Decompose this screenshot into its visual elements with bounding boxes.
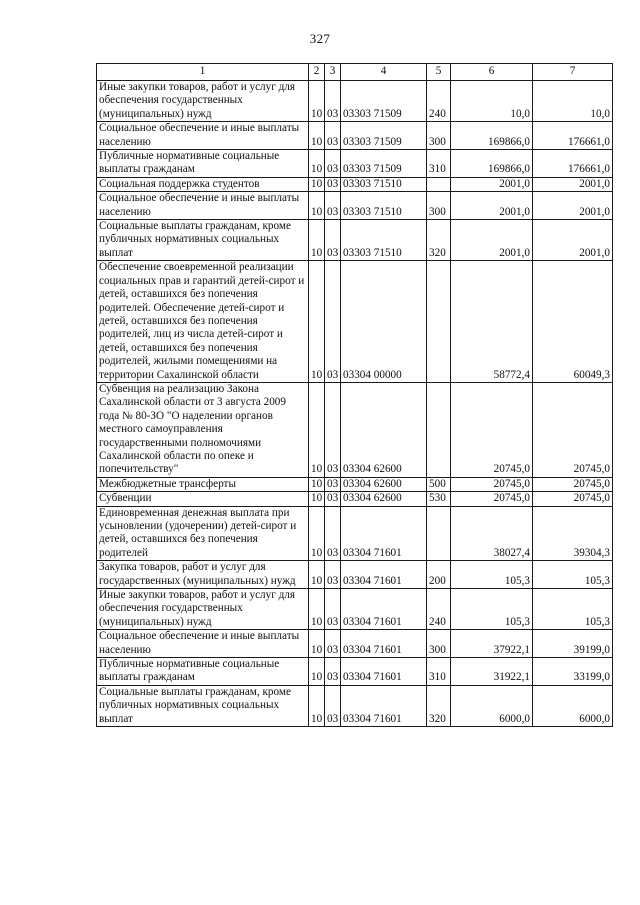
row-amount-year-1: 2001,0 <box>451 220 533 261</box>
row-subsection: 03 <box>325 630 341 658</box>
table-row <box>97 177 613 191</box>
table-row <box>97 477 613 491</box>
row-subsection: 03 <box>325 122 341 150</box>
table-row <box>97 630 613 658</box>
header-col-1: 1 <box>97 64 309 81</box>
row-amount-year-2: 60049,3 <box>533 261 613 383</box>
row-expense-type <box>427 177 451 191</box>
row-amount-year-2: 20745,0 <box>533 382 613 477</box>
row-target-code: 03304 71601 <box>341 685 427 726</box>
row-target-code: 03304 62600 <box>341 382 427 477</box>
row-subsection: 03 <box>325 589 341 630</box>
row-amount-year-1: 169866,0 <box>451 122 533 150</box>
table-row <box>97 220 613 261</box>
row-target-code: 03303 71509 <box>341 81 427 122</box>
row-section: 10 <box>309 477 325 491</box>
row-section: 10 <box>309 220 325 261</box>
table-row <box>97 192 613 220</box>
row-expense-type: 300 <box>427 192 451 220</box>
row-amount-year-1: 38027,4 <box>451 506 533 561</box>
row-name: Обеспечение своевременной реализации социальных прав и гарантий детей-сирот и детей, оставшихся без попечения родителей. Обеспечение детей-сирот и детей, оставшихся без попечения родителей, лиц из числа детей-сирот и детей, оставшихся без попечения родителей, жилыми помещениями на территории Сахалинской области <box>97 261 309 383</box>
row-amount-year-2: 105,3 <box>533 589 613 630</box>
row-target-code: 03304 71601 <box>341 658 427 686</box>
row-expense-type: 240 <box>427 81 451 122</box>
row-target-code: 03303 71510 <box>341 220 427 261</box>
table-row <box>97 150 613 178</box>
row-name: Социальное обеспечение и иные выплаты населению <box>97 192 309 220</box>
row-amount-year-1: 105,3 <box>451 561 533 589</box>
row-name: Межбюджетные трансферты <box>97 477 309 491</box>
row-section: 10 <box>309 506 325 561</box>
header-col-4: 4 <box>341 64 427 81</box>
row-name: Субвенции <box>97 492 309 506</box>
row-section: 10 <box>309 122 325 150</box>
row-expense-type: 320 <box>427 220 451 261</box>
header-col-7: 7 <box>533 64 613 81</box>
row-expense-type <box>427 382 451 477</box>
row-section: 10 <box>309 561 325 589</box>
row-expense-type: 300 <box>427 122 451 150</box>
row-name: Социальное обеспечение и иные выплаты населению <box>97 630 309 658</box>
row-amount-year-2: 39304,3 <box>533 506 613 561</box>
row-expense-type: 240 <box>427 589 451 630</box>
header-col-5: 5 <box>427 64 451 81</box>
row-expense-type: 530 <box>427 492 451 506</box>
table-row <box>97 261 613 383</box>
row-section: 10 <box>309 658 325 686</box>
row-amount-year-1: 2001,0 <box>451 177 533 191</box>
header-row <box>97 64 613 81</box>
row-amount-year-2: 10,0 <box>533 81 613 122</box>
row-amount-year-1: 10,0 <box>451 81 533 122</box>
row-section: 10 <box>309 589 325 630</box>
row-amount-year-2: 2001,0 <box>533 192 613 220</box>
row-name: Публичные нормативные социальные выплаты гражданам <box>97 658 309 686</box>
row-target-code: 03304 00000 <box>341 261 427 383</box>
row-amount-year-1: 20745,0 <box>451 477 533 491</box>
row-name: Субвенция на реализацию Закона Сахалинской области от 3 августа 2009 года № 80-ЗО "О наделении органов местного самоуправления государственными полномочиями Сахалинской области по опеке и попечительству" <box>97 382 309 477</box>
table-row <box>97 685 613 726</box>
row-target-code: 03303 71509 <box>341 150 427 178</box>
row-amount-year-1: 37922,1 <box>451 630 533 658</box>
row-expense-type: 500 <box>427 477 451 491</box>
row-section: 10 <box>309 81 325 122</box>
row-name: Публичные нормативные социальные выплаты гражданам <box>97 150 309 178</box>
row-amount-year-2: 2001,0 <box>533 220 613 261</box>
row-amount-year-2: 176661,0 <box>533 150 613 178</box>
row-subsection: 03 <box>325 492 341 506</box>
table-row <box>97 81 613 122</box>
budget-table <box>96 63 613 727</box>
row-amount-year-2: 20745,0 <box>533 492 613 506</box>
row-name: Социальная поддержка студентов <box>97 177 309 191</box>
row-amount-year-2: 2001,0 <box>533 177 613 191</box>
table-row <box>97 589 613 630</box>
row-name: Единовременная денежная выплата при усыновлении (удочерении) детей-сирот и детей, оставшихся без попечения родителей <box>97 506 309 561</box>
table-row <box>97 492 613 506</box>
row-subsection: 03 <box>325 81 341 122</box>
row-expense-type: 310 <box>427 658 451 686</box>
header-col-3: 3 <box>325 64 341 81</box>
row-amount-year-1: 105,3 <box>451 589 533 630</box>
row-section: 10 <box>309 492 325 506</box>
row-section: 10 <box>309 685 325 726</box>
table-row <box>97 506 613 561</box>
row-section: 10 <box>309 192 325 220</box>
row-expense-type: 310 <box>427 150 451 178</box>
row-subsection: 03 <box>325 150 341 178</box>
table-row <box>97 382 613 477</box>
row-target-code: 03304 71601 <box>341 506 427 561</box>
row-expense-type: 300 <box>427 630 451 658</box>
row-amount-year-1: 20745,0 <box>451 492 533 506</box>
page-number: 327 <box>309 31 331 46</box>
row-section: 10 <box>309 261 325 383</box>
table-row <box>97 658 613 686</box>
row-target-code: 03303 71510 <box>341 192 427 220</box>
table-row <box>97 122 613 150</box>
row-name: Социальные выплаты гражданам, кроме публичных нормативных социальных выплат <box>97 220 309 261</box>
row-amount-year-2: 33199,0 <box>533 658 613 686</box>
row-subsection: 03 <box>325 220 341 261</box>
row-subsection: 03 <box>325 177 341 191</box>
row-name: Закупка товаров, работ и услуг для государственных (муниципальных) нужд <box>97 561 309 589</box>
row-subsection: 03 <box>325 685 341 726</box>
row-target-code: 03304 62600 <box>341 477 427 491</box>
row-amount-year-1: 58772,4 <box>451 261 533 383</box>
row-target-code: 03304 62600 <box>341 492 427 506</box>
row-target-code: 03304 71601 <box>341 589 427 630</box>
row-amount-year-1: 2001,0 <box>451 192 533 220</box>
row-target-code: 03304 71601 <box>341 561 427 589</box>
table-body <box>97 81 613 727</box>
row-subsection: 03 <box>325 658 341 686</box>
row-target-code: 03304 71601 <box>341 630 427 658</box>
row-section: 10 <box>309 150 325 178</box>
table-row <box>97 561 613 589</box>
row-subsection: 03 <box>325 382 341 477</box>
row-section: 10 <box>309 630 325 658</box>
row-subsection: 03 <box>325 477 341 491</box>
row-amount-year-2: 105,3 <box>533 561 613 589</box>
row-name: Иные закупки товаров, работ и услуг для обеспечения государственных (муниципальных) нужд <box>97 81 309 122</box>
row-amount-year-1: 20745,0 <box>451 382 533 477</box>
row-subsection: 03 <box>325 192 341 220</box>
row-name: Иные закупки товаров, работ и услуг для обеспечения государственных (муниципальных) нужд <box>97 589 309 630</box>
row-name: Социальные выплаты гражданам, кроме публичных нормативных социальных выплат <box>97 685 309 726</box>
row-expense-type <box>427 506 451 561</box>
row-subsection: 03 <box>325 561 341 589</box>
row-amount-year-2: 6000,0 <box>533 685 613 726</box>
row-subsection: 03 <box>325 506 341 561</box>
row-amount-year-2: 20745,0 <box>533 477 613 491</box>
row-expense-type: 320 <box>427 685 451 726</box>
row-amount-year-1: 6000,0 <box>451 685 533 726</box>
row-section: 10 <box>309 382 325 477</box>
row-target-code: 03303 71509 <box>341 122 427 150</box>
header-col-6: 6 <box>451 64 533 81</box>
row-name: Социальное обеспечение и иные выплаты населению <box>97 122 309 150</box>
row-target-code: 03303 71510 <box>341 177 427 191</box>
row-subsection: 03 <box>325 261 341 383</box>
row-amount-year-2: 39199,0 <box>533 630 613 658</box>
row-amount-year-1: 169866,0 <box>451 150 533 178</box>
row-expense-type <box>427 261 451 383</box>
row-expense-type: 200 <box>427 561 451 589</box>
row-section: 10 <box>309 177 325 191</box>
header-col-2: 2 <box>309 64 325 81</box>
row-amount-year-1: 31922,1 <box>451 658 533 686</box>
row-amount-year-2: 176661,0 <box>533 122 613 150</box>
